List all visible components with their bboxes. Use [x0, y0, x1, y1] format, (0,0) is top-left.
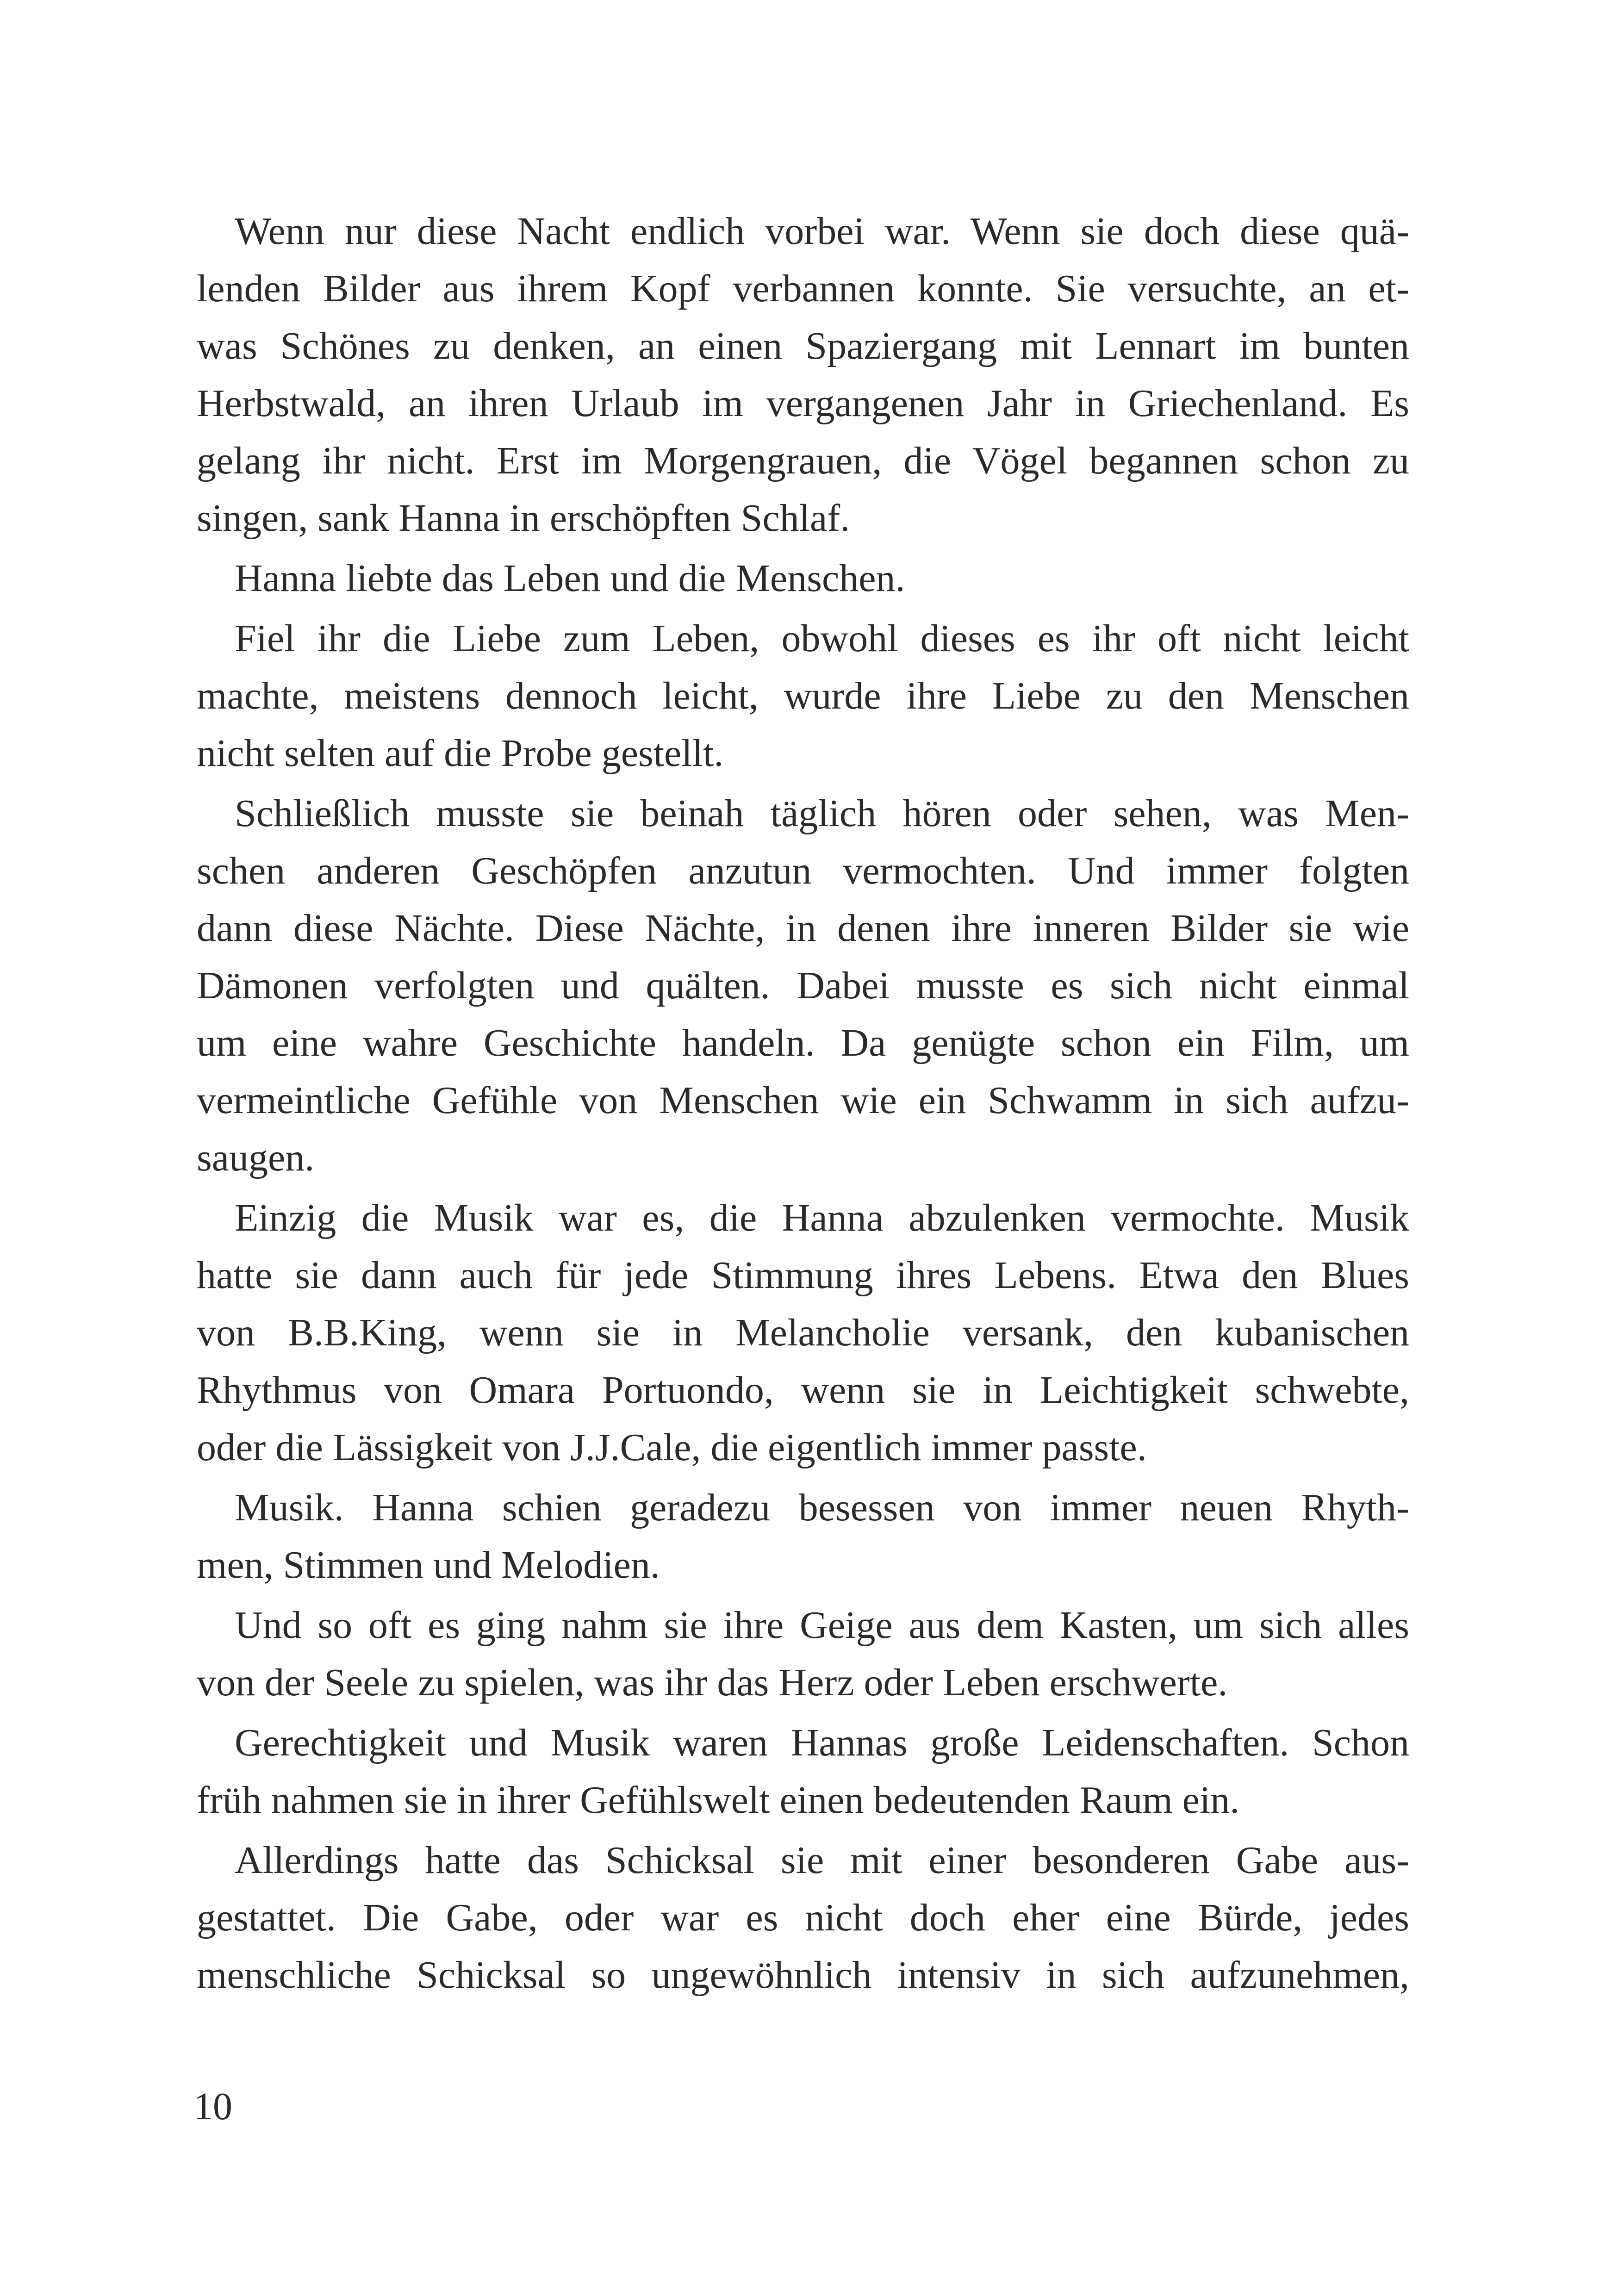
- text-line: saugen.: [197, 1136, 315, 1179]
- text-line: was Schönes zu denken, an einen Spaziergang mit Lennart im bunten: [197, 324, 1409, 367]
- text-line: Herbstwald, an ihren Urlaub im vergangenen Jahr in Griechenland. Es: [197, 382, 1409, 425]
- page-number: 10: [193, 2085, 232, 2128]
- text-line: nicht selten auf die Probe gestellt.: [197, 732, 724, 775]
- text-line: um eine wahre Geschichte handeln. Da genügte schon ein Film, um: [197, 1021, 1409, 1064]
- text-line: vermeintliche Gefühle von Menschen wie ein Schwamm in sich aufzu-: [197, 1079, 1409, 1122]
- text-line: Allerdings hatte das Schicksal sie mit einer besonderen Gabe aus-: [235, 1839, 1409, 1882]
- text-line: menschliche Schicksal so ungewöhnlich intensiv in sich aufzunehmen,: [197, 1954, 1409, 1997]
- text-line: schen anderen Geschöpfen anzutun vermochten. Und immer folgten: [197, 849, 1409, 892]
- text-line: Gerechtigkeit und Musik waren Hannas große Leidenschaften. Schon: [235, 1721, 1409, 1764]
- text-line: oder die Lässigkeit von J.J.Cale, die eigentlich immer passte.: [197, 1426, 1147, 1469]
- text-line: gelang ihr nicht. Erst im Morgengrauen, die Vögel begannen schon zu: [197, 439, 1409, 482]
- text-line: Hanna liebte das Leben und die Menschen.: [235, 557, 905, 600]
- body-text: [197, 203, 1409, 2004]
- text-line: früh nahmen sie in ihrer Gefühlswelt einen bedeutenden Raum ein.: [197, 1779, 1240, 1822]
- text-line: gestattet. Die Gabe, oder war es nicht doch eher eine Bürde, jedes: [197, 1896, 1409, 1939]
- text-line: von der Seele zu spielen, was ihr das Herz oder Leben erschwerte.: [197, 1661, 1228, 1704]
- text-line: dann diese Nächte. Diese Nächte, in denen ihre inneren Bilder sie wie: [197, 907, 1409, 950]
- text-line: Schließlich musste sie beinah täglich hören oder sehen, was Men-: [235, 792, 1409, 835]
- text-line: machte, meistens dennoch leicht, wurde ihre Liebe zu den Menschen: [197, 674, 1409, 717]
- text-line: men, Stimmen und Melodien.: [197, 1543, 660, 1587]
- text-line: Rhythmus von Omara Portuondo, wenn sie in Leichtigkeit schwebte,: [197, 1369, 1409, 1412]
- text-line: von B.B.King, wenn sie in Melancholie versank, den kubanischen: [197, 1311, 1409, 1354]
- text-line: Fiel ihr die Liebe zum Leben, obwohl dieses es ihr oft nicht leicht: [235, 617, 1409, 660]
- text-line: Dämonen verfolgten und quälten. Dabei musste es sich nicht einmal: [197, 964, 1409, 1007]
- text-line: hatte sie dann auch für jede Stimmung ihres Lebens. Etwa den Blues: [197, 1254, 1409, 1297]
- text-line: Und so oft es ging nahm sie ihre Geige aus dem Kasten, um sich alles: [235, 1604, 1409, 1647]
- text-line: lenden Bilder aus ihrem Kopf verbannen konnte. Sie versuchte, an et-: [197, 267, 1409, 310]
- text-line: Musik. Hanna schien geradezu besessen von immer neuen Rhyth-: [235, 1486, 1409, 1529]
- text-line: singen, sank Hanna in erschöpften Schlaf.: [197, 497, 850, 540]
- text-line: Einzig die Musik war es, die Hanna abzulenken vermochte. Musik: [235, 1196, 1409, 1239]
- text-line: Wenn nur diese Nacht endlich vorbei war. Wenn sie doch diese quä-: [235, 210, 1409, 253]
